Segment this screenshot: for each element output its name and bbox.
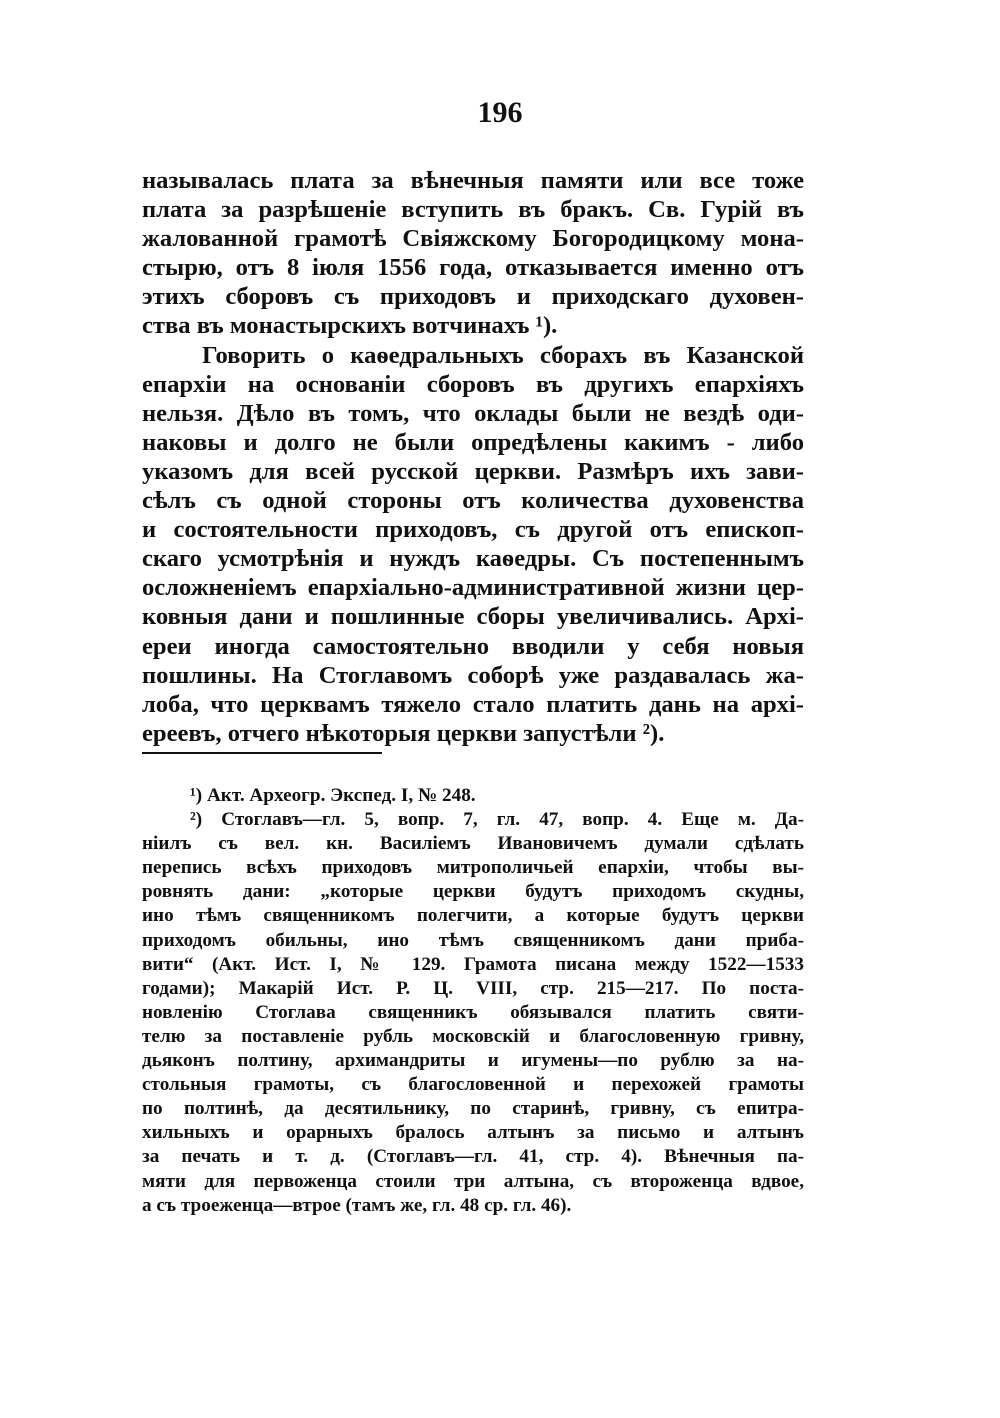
footnote-line: перепись всѣхъ приходовъ митрополичьей епархіи, чтобы вы- (142, 857, 804, 879)
footnote-line: новленію Стоглава священникъ обязывался платить святи- (142, 1001, 804, 1023)
paragraph (142, 341, 804, 748)
footnote (142, 784, 804, 808)
footnote-line: ¹) Акт. Археогр. Экспед. І, № 248. (190, 785, 476, 806)
footnote (142, 808, 804, 1218)
text-line: осложненіемъ епархіально-административной жизни цер- (142, 574, 804, 602)
text-line: пошлины. На Стоглавомъ соборѣ уже раздавалась жа- (142, 661, 804, 689)
paragraph (142, 166, 804, 341)
footnote-divider (142, 752, 382, 754)
footnote-line: вити“ (Акт. Ист. І, № 129. Грамота писана между 1522—1533 (142, 953, 804, 975)
text-line: нельзя. Дѣло въ томъ, что оклады были не вездѣ оди- (142, 399, 804, 427)
text-line: указомъ для всей русской церкви. Размѣръ ихъ зави- (142, 457, 804, 485)
footnote-line: дьяконъ полтину, архимандриты и игумены—по рублю за на- (142, 1050, 804, 1072)
text-line: ковныя дани и пошлинные сборы увеличивались. Архі- (142, 603, 804, 631)
text-line: лоба, что церквамъ тяжело стало платить дань на архі- (142, 690, 804, 718)
footnote-line: мяти для первоженца стоили три алтына, съ второженца вдвое, (142, 1170, 804, 1192)
text-line: скаго усмотрѣнія и нуждъ каѳедры. Съ постепеннымъ (142, 545, 804, 573)
text-line: ереевъ, отчего нѣкоторыя церкви запустѣли ²). (142, 719, 665, 747)
footnotes (142, 784, 804, 1218)
footnote-line: за печать и т. д. (Стоглавъ—гл. 41, стр. 4). Вѣнечныя па- (142, 1146, 804, 1168)
text-line: наковы и долго не были опредѣлены какимъ - либо (142, 428, 804, 456)
footnote-line: стольныя грамоты, съ благословенной и перехожей грамоты (142, 1074, 804, 1096)
text-line: плата за разрѣшеніе вступить въ бракъ. Св. Гурій въ (142, 196, 804, 224)
text-line: Говорить о каѳедральныхъ сборахъ въ Казанской (202, 341, 804, 369)
footnote-line: годами); Макарій Ист. Р. Ц. VIII, стр. 215—217. По поста- (142, 977, 804, 999)
text-line: сѣлъ съ одной стороны отъ количества духовенства (142, 487, 804, 515)
footnote-line: ино тѣмъ священникомъ полегчити, а которые будутъ церкви (142, 905, 804, 927)
footnote-line: по полтинѣ, да десятильнику, по старинѣ, гривну, съ епитра- (142, 1098, 804, 1120)
footnote-line: телю за поставленіе рубль московскій и благословенную гривну, (142, 1025, 804, 1047)
footnote-line: ніилъ съ вел. кн. Василіемъ Ивановичемъ думали сдѣлать (142, 833, 804, 855)
text-line: ереи иногда самостоятельно вводили у себя новыя (142, 632, 804, 660)
footnote-line: ровнять дани: „которые церкви будутъ приходомъ скудны, (142, 881, 804, 903)
page-number: 196 (477, 96, 523, 129)
text-line: и состоятельности приходовъ, съ другой отъ епископ- (142, 516, 804, 544)
footnote-line: приходомъ обильны, ино тѣмъ священникомъ дани приба- (142, 929, 804, 951)
body-text (142, 166, 804, 748)
footnote-line: хильныхъ и орарныхъ бралось алтынъ за письмо и алтынъ (142, 1122, 804, 1144)
text-line: ства въ монастырскихъ вотчинахъ ¹). (142, 312, 558, 340)
text-line: епархіи на основаніи сборовъ въ другихъ епархіяхъ (142, 370, 804, 398)
footnote-line: ²) Стоглавъ—гл. 5, вопр. 7, гл. 47, вопр. 4. Еще м. Да- (190, 809, 804, 831)
text-line: этихъ сборовъ съ приходовъ и приходскаго духовен- (142, 283, 804, 311)
text-line: стырю, отъ 8 іюля 1556 года, отказывается именно отъ (142, 254, 804, 282)
footnote-line: а съ троеженца—втрое (тамъ же, гл. 48 ср. гл. 46). (142, 1194, 572, 1216)
text-line: жалованной грамотѣ Свіяжскому Богородицкому мона- (142, 225, 804, 253)
text-line: называлась плата за вѣнечныя памяти или все тоже (142, 167, 804, 194)
